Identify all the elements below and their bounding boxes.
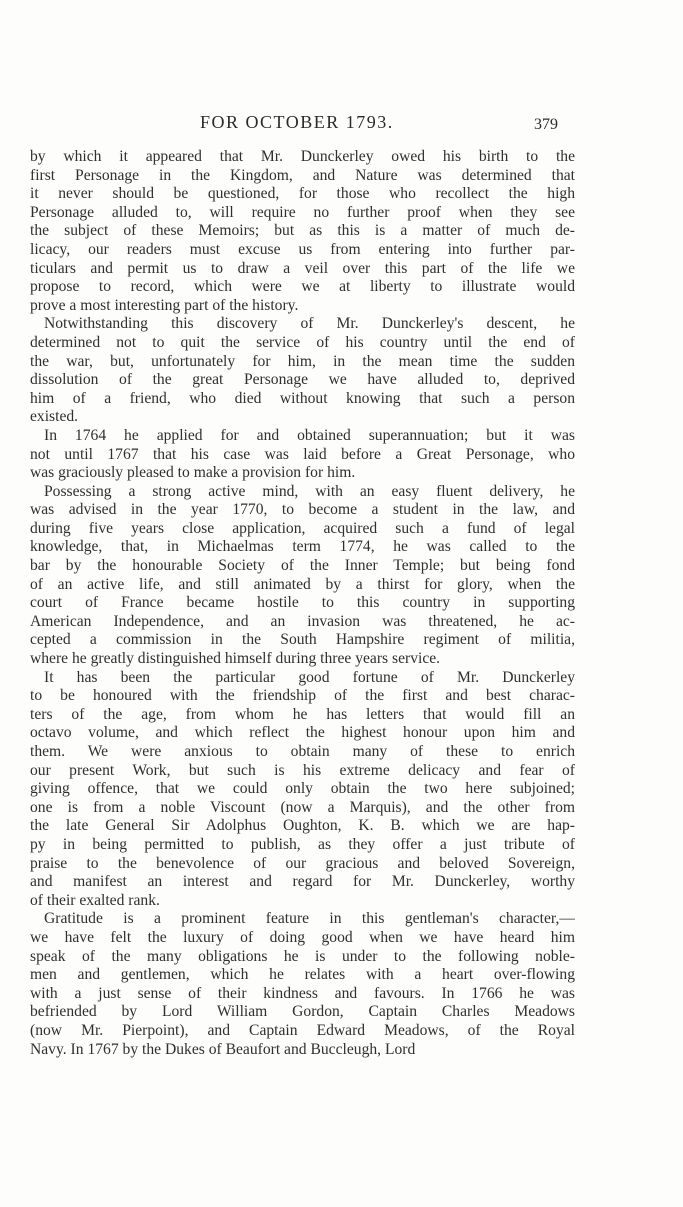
paragraph: [30, 483, 575, 669]
running-head-title: FOR OCTOBER 1793.: [200, 112, 394, 132]
text-line: was graciously pleased to make a provision for him.: [30, 464, 356, 482]
text-line: Gratitude is a prominent feature in this gentleman's character,—: [44, 910, 575, 928]
text-line: our present Work, but such is his extreme delicacy and fear of: [30, 761, 575, 779]
text-line: by which it appeared that Mr. Dunckerley owed his birth to the: [30, 148, 575, 165]
text-line: first Personage in the Kingdom, and Nature was determined that: [30, 166, 575, 184]
text-line: the late General Sir Adolphus Oughton, K. B. which we are hap-: [30, 817, 575, 835]
text-line: befriended by Lord William Gordon, Captain Charles Meadows: [30, 1003, 575, 1021]
text-line: of their exalted rank.: [30, 891, 160, 909]
page-number: 379: [534, 116, 558, 133]
running-head: [30, 112, 630, 142]
text-line: ticulars and permit us to draw a veil over this part of the life we: [30, 259, 575, 277]
text-line: bar by the honourable Society of the Inner Temple; but being fond: [30, 557, 575, 575]
text-line: knowledge, that, in Michaelmas term 1774, he was called to the: [30, 538, 575, 556]
text-line: py in being permitted to publish, as they offer a just tribute of: [30, 835, 575, 853]
text-line: (now Mr. Pierpoint), and Captain Edward Meadows, of the Royal: [30, 1021, 575, 1039]
paragraph: [30, 148, 575, 315]
text-line: speak of the many obligations he is under to the following noble-: [30, 947, 575, 965]
text-line: men and gentlemen, which he relates with a heart over-flowing: [30, 966, 575, 984]
text-line: dissolution of the great Personage we have alluded to, deprived: [30, 371, 575, 389]
text-line: not until 1767 that his case was laid before a Great Personage, who: [30, 445, 575, 463]
text-line: court of France became hostile to this country in supporting: [30, 594, 575, 612]
text-line: It has been the particular good fortune of Mr. Dunckerley: [44, 668, 575, 686]
text-line: to be honoured with the friendship of the first and best charac-: [30, 687, 575, 705]
paragraph: [30, 910, 575, 1059]
text-line: licacy, our readers must excuse us from entering into further par-: [30, 240, 575, 258]
text-line: Personage alluded to, will require no further proof when they see: [30, 203, 575, 221]
text-line: one is from a noble Viscount (now a Marquis), and the other from: [30, 798, 575, 816]
text-line: ters of the age, from whom he has letters that would fill an: [30, 705, 575, 723]
body-text: [30, 148, 575, 1059]
text-line: it never should be questioned, for those who recollect the high: [30, 185, 575, 203]
text-line: determined not to quit the service of his country until the end of: [30, 333, 575, 351]
text-line: giving offence, that we could only obtain the two here subjoined;: [30, 780, 575, 798]
text-line: Notwithstanding this discovery of Mr. Dunckerley's descent, he: [44, 315, 575, 333]
text-line: praise to the benevolence of our gracious and beloved Sovereign,: [30, 854, 575, 872]
text-line: American Independence, and an invasion was threatened, he ac-: [30, 612, 575, 630]
text-line: during five years close application, acquired such a fund of legal: [30, 519, 575, 537]
text-line: where he greatly distinguished himself during three years service.: [30, 650, 441, 668]
text-line: we have felt the luxury of doing good when we have heard him: [30, 928, 575, 946]
text-line: him of a friend, who died without knowing that such a person: [30, 389, 575, 407]
text-line: with a just sense of their kindness and favours. In 1766 he was: [30, 984, 575, 1002]
text-line: In 1764 he applied for and obtained superannuation; but it was: [44, 426, 575, 444]
text-line: the subject of these Memoirs; but as this is a matter of much de-: [30, 222, 575, 240]
text-line: prove a most interesting part of the history.: [30, 296, 299, 314]
paragraph: [30, 315, 575, 427]
text-line: was advised in the year 1770, to become a student in the law, and: [30, 501, 575, 519]
paragraph: [30, 669, 575, 911]
text-line: of an active life, and still animated by a thirst for glory, when the: [30, 575, 575, 593]
text-line: Navy. In 1767 by the Dukes of Beaufort and Buccleugh, Lord: [30, 1040, 416, 1058]
text-line: the war, but, unfortunately for him, in the mean time the sudden: [30, 352, 575, 370]
text-line: existed.: [30, 408, 79, 426]
text-line: propose to record, which were we at liberty to illustrate would: [30, 278, 575, 296]
text-line: and manifest an interest and regard for Mr. Dunckerley, worthy: [30, 873, 575, 891]
paragraph: [30, 427, 575, 483]
text-line: Possessing a strong active mind, with an easy fluent delivery, he: [44, 482, 575, 500]
text-line: cepted a commission in the South Hampshire regiment of militia,: [30, 631, 575, 649]
text-line: octavo volume, and which reflect the highest honour upon him and: [30, 724, 575, 742]
text-line: them. We were anxious to obtain many of these to enrich: [30, 743, 575, 760]
